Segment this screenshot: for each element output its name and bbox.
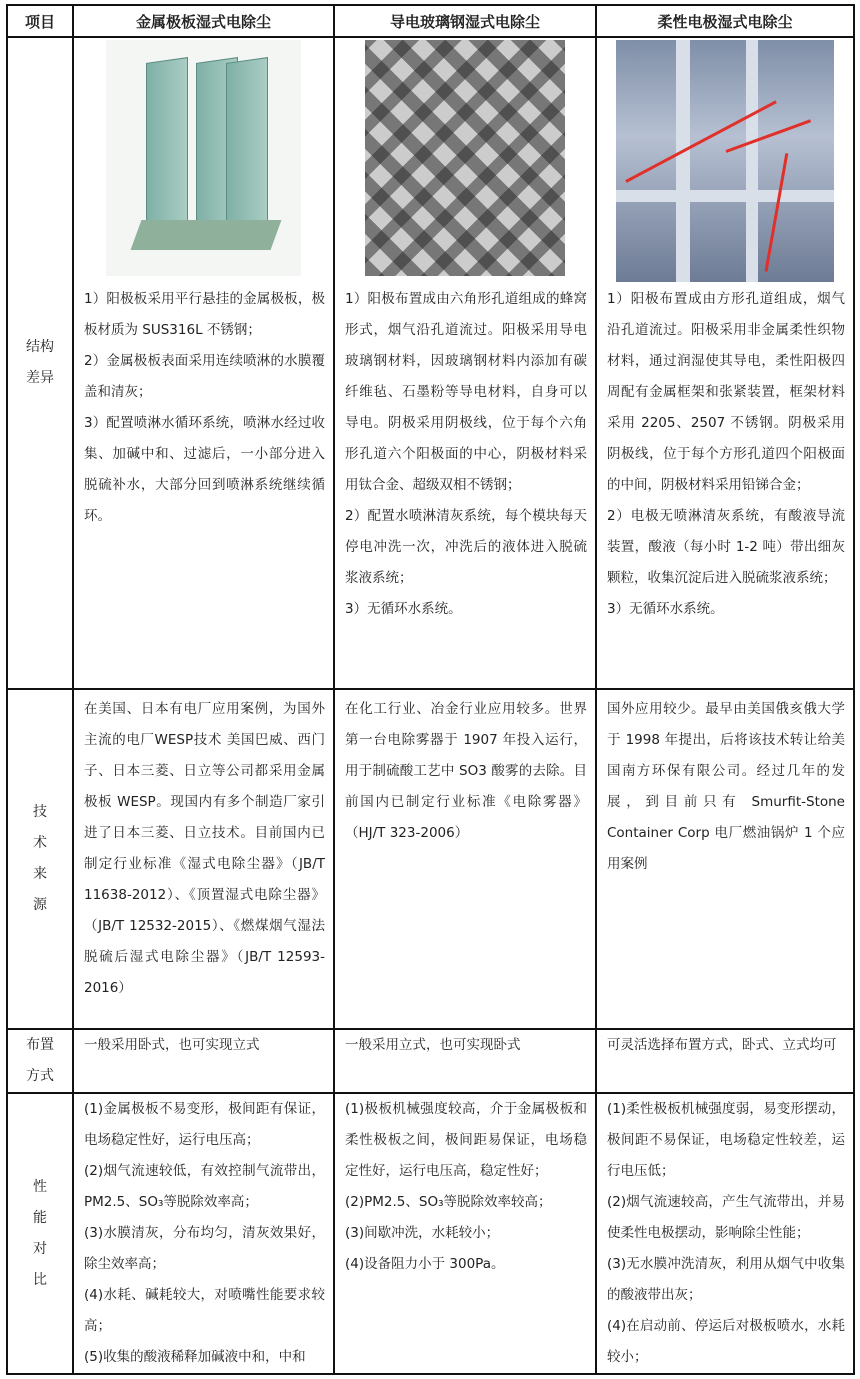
cell-paragraph: 1）阳极板采用平行悬挂的金属极板，极板材质为 SUS316L 不锈钢； (84, 291, 325, 338)
cell-paragraph: 一般采用立式，也可实现卧式 (345, 1037, 521, 1053)
cell (73, 689, 334, 1029)
cell-paragraph: 3）无循环水系统。 (607, 601, 724, 617)
cell (73, 37, 334, 689)
cell-paragraph: 1）阳极布置成由方形孔道组成，烟气沿孔道流过。阳极采用非金属柔性织物材料，通过润湿使其导电，柔性阳极四周配有金属框架和张紧装置，框架材料采用 2205、2507 不锈钢。阴极采用阴极线，位于每个方形孔道四个阳极面的中间，阴极材料采用铅锑合金； (607, 291, 845, 493)
cell-paragraph: (1)金属极板不易变形，极间距有保证，电场稳定性好，运行电压高； (84, 1101, 325, 1148)
cell-paragraph: (1)柔性极板机械强度弱，易变形摆动，极间距不易保证，电场稳定性较差，运行电压低； (607, 1101, 845, 1179)
flexible-electrode-wesp-image (616, 40, 834, 282)
cell (334, 37, 596, 689)
cell-text (335, 690, 595, 849)
cell-paragraph: 3）无循环水系统。 (345, 601, 462, 617)
cell-text (335, 1094, 595, 1280)
cell-paragraph: (2)烟气流速较高，产生气流带出，并易使柔性电极摆动，影响除尘性能； (607, 1194, 845, 1241)
cell-text (74, 1030, 333, 1061)
cell-text (335, 280, 595, 625)
cell (596, 37, 854, 689)
row-tech-source (7, 689, 854, 1029)
cell-text (597, 1094, 853, 1373)
cell (334, 1093, 596, 1374)
header-item: 项目 (7, 5, 73, 37)
cell (334, 689, 596, 1029)
cell-paragraph: 2）金属极板表面采用连续喷淋的水膜覆盖和清灰； (84, 353, 325, 400)
cell-paragraph: (3)无水膜冲洗清灰，利用从烟气中收集的酸液带出灰； (607, 1256, 845, 1303)
cell-paragraph: (4)水耗、碱耗较大，对喷嘴性能要求较高； (84, 1287, 325, 1334)
cell (596, 1029, 854, 1093)
cell-paragraph: (2)PM2.5、SO₃等脱除效率较高； (345, 1194, 552, 1210)
cell-paragraph: 可灵活选择布置方式，卧式、立式均可 (607, 1037, 837, 1053)
header-metal-plate: 金属极板湿式电除尘 (73, 5, 334, 37)
cell (334, 1029, 596, 1093)
cell-paragraph: (5)收集的酸液稀释加碱液中和，中和 (84, 1349, 306, 1365)
cell-paragraph: (3)水膜清灰，分布均匀，清灰效果好，除尘效率高； (84, 1225, 325, 1272)
comparison-table (6, 4, 855, 1375)
row-label: 技术来源 (7, 689, 73, 1029)
cell-paragraph: 1）阳极布置成由六角形孔道组成的蜂窝形式，烟气沿孔道流过。阳极采用导电玻璃钢材料，因玻璃钢材料内添加有碳纤维毡、石墨粉等导电材料，自身可以导电。阴极采用阴极线，位于每个六角形孔道六个阳极面的中心，阴极材料采用钛合金、超级双相不锈钢； (345, 291, 587, 493)
row-performance (7, 1093, 854, 1374)
cell-paragraph: 2）配置水喷淋清灰系统，每个模块每天停电冲洗一次，冲洗后的液体进入脱硫浆液系统； (345, 508, 587, 586)
row-label: 性能对比 (7, 1093, 73, 1374)
cell-text (597, 280, 853, 625)
cell-paragraph: 国外应用较少。最早由美国俄亥俄大学于 1998 年提出，后将该技术转让给美国南方环保有限公司。经过几年的发展，到目前只有 Smurfit-Stone Container Corp 电厂燃油锅炉 1 个应用案例 (607, 701, 845, 872)
cell (73, 1029, 334, 1093)
row-label: 结构差异 (7, 37, 73, 689)
cell (73, 1093, 334, 1374)
row-layout (7, 1029, 854, 1093)
conductive-frp-honeycomb-image (365, 40, 565, 276)
header-flexible-electrode: 柔性电极湿式电除尘 (596, 5, 854, 37)
header-conductive-frp: 导电玻璃钢湿式电除尘 (334, 5, 596, 37)
cell-paragraph: (4)在启动前、停运后对极板喷水，水耗较小； (607, 1318, 845, 1365)
cell-paragraph: 在化工行业、冶金行业应用较多。世界第一台电除雾器于 1907 年投入运行，用于制硫酸工艺中 SO3 酸雾的去除。目前国内已制定行业标准《电除雾器》（HJ/T 323-2006） (345, 701, 587, 841)
cell-paragraph: (3)间歇冲洗，水耗较小； (345, 1225, 500, 1241)
cell-paragraph: 在美国、日本有电厂应用案例，为国外主流的电厂WESP技术 美国巴威、西门子、日本三菱、日立等公司都采用金属极板 WESP。现国内有多个制造厂家引进了日本三菱、日立技术。目前国内已制定行业标准《湿式电除尘器》（JB/T 11638-2012）、《顶置湿式电除尘器》（JB/T 12532-2015）、《燃煤烟气湿法脱硫后湿式电除尘器》（JB/T 12593-2016） (84, 701, 325, 996)
cell-text (597, 690, 853, 880)
cell (596, 1093, 854, 1374)
row-label: 布置方式 (7, 1029, 73, 1093)
cell-paragraph: 3）配置喷淋水循环系统，喷淋水经过收集、加碱中和、过滤后，一小部分进入脱硫补水，大部分回到喷淋系统继续循环。 (84, 415, 325, 524)
header-row (7, 5, 854, 37)
row-structure (7, 37, 854, 689)
cell-text (597, 1030, 853, 1061)
cell (596, 689, 854, 1029)
cell-paragraph: (4)设备阻力小于 300Pa。 (345, 1256, 505, 1272)
cell-paragraph: (1)极板机械强度较高，介于金属极板和柔性极板之间，极间距易保证，电场稳定性好，运行电压高，稳定性好； (345, 1101, 587, 1179)
metal-plate-wesp-image (106, 40, 301, 276)
cell-text (335, 1030, 595, 1061)
cell-paragraph: 一般采用卧式，也可实现立式 (84, 1037, 260, 1053)
cell-paragraph: (2)烟气流速较低，有效控制气流带出，PM2.5、SO₃等脱除效率高； (84, 1163, 325, 1210)
cell-text (74, 280, 333, 532)
cell-paragraph: 2）电极无喷淋清灰系统，有酸液导流装置，酸液（每小时 1-2 吨）带出细灰颗粒，收集沉淀后进入脱硫浆液系统； (607, 508, 845, 586)
cell-text (74, 690, 333, 1004)
cell-text (74, 1094, 333, 1373)
